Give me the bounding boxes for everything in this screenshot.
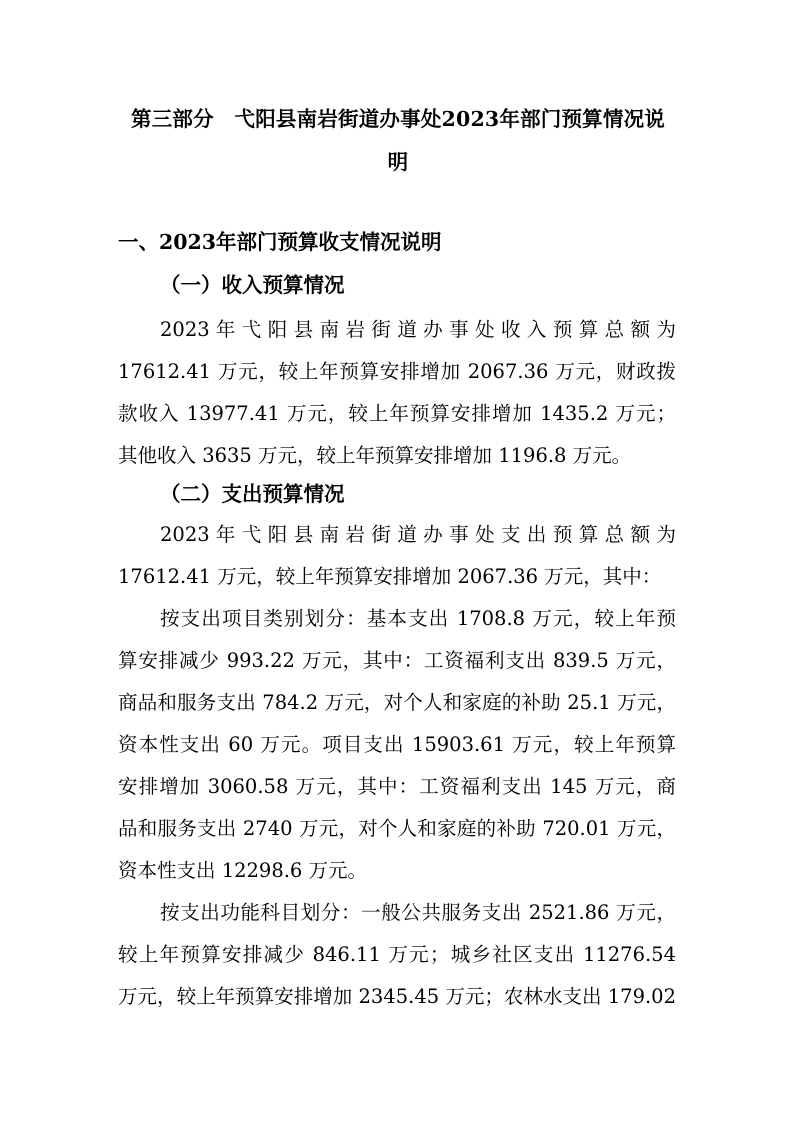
paragraph-line: 款收入 13977.41 万元，较上年预算安排增加 1435.2 万元； [118,402,676,425]
paragraph-line: 按支出项目类别划分：基本支出 1708.8 万元，较上年预 [160,607,676,630]
paragraph-line: 较上年预算安排减少 846.11 万元；城乡社区支出 11276.54 [118,943,676,966]
paragraph-line: 商品和服务支出 784.2 万元，对个人和家庭的补助 25.1 万元， [118,691,676,714]
paragraph-line: 品和服务支出 2740 万元，对个人和家庭的补助 720.01 万元， [118,817,676,840]
paragraph-line: 万元，较上年预算安排增加 2345.45 万元；农林水支出 179.02 [118,985,676,1008]
paragraph-line: 其他收入 3635 万元，较上年预算安排增加 1196.8 万元。 [118,444,632,467]
paragraph-line: 2023 年 弋 阳 县 南 岩 街 道 办 事 处 支 出 预 算 总 额 为 [160,523,676,546]
paragraph-line: 17612.41 万元，较上年预算安排增加 2067.36 万元，财政拨 [118,360,676,383]
subsection-heading-income: （一）收入预算情况 [160,273,345,297]
paragraph-line: 资本性支出 60 万元。项目支出 15903.61 万元，较上年预算 [118,733,676,756]
document-title: 第三部分 弋阳县南岩街道办事处2023年部门预算情况说 [131,107,665,131]
paragraph-line: 安排增加 3060.58 万元，其中：工资福利支出 145 万元，商 [118,775,676,798]
paragraph-line: 17612.41 万元，较上年预算安排增加 2067.36 万元，其中： [118,565,662,588]
paragraph-line: 资本性支出 12298.6 万元。 [118,859,368,882]
subsection-heading-expenditure: （二）支出预算情况 [160,482,345,506]
section-heading: 一、2023年部门预算收支情况说明 [118,230,442,254]
paragraph-line: 按支出功能科目划分：一般公共服务支出 2521.86 万元， [160,901,676,924]
paragraph-line: 算安排减少 993.22 万元，其中：工资福利支出 839.5 万元， [118,649,676,672]
paragraph-line: 2023 年 弋 阳 县 南 岩 街 道 办 事 处 收 入 预 算 总 额 为 [160,318,676,341]
document-title-continuation: 明 [387,150,409,174]
